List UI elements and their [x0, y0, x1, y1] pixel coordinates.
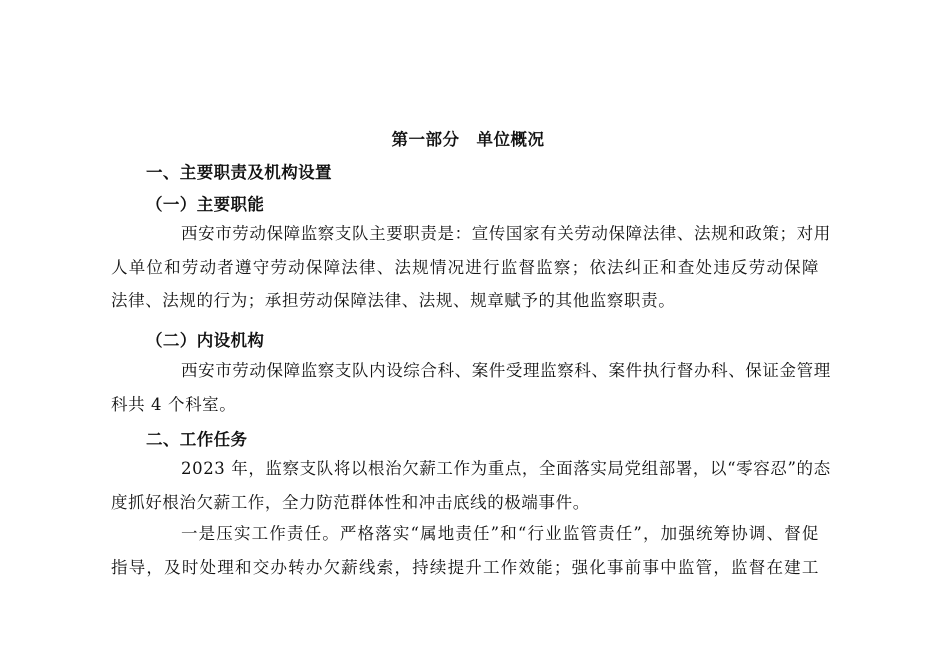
paragraph-line: 2023 年，监察支队将以根治欠薪工作为重点，全面落实局党组部署，以“零容忍”的态 — [181, 459, 831, 478]
paragraph-functions — [111, 217, 831, 318]
paragraph-line: 人单位和劳动者遵守劳动保障法律、法规情况进行监督监察；依法纠正和查处违反劳动保障 — [111, 257, 819, 277]
paragraph-line: 指导，及时处理和交办转办欠薪线索，持续提升工作效能；强化事前事中监管，监督在建工 — [111, 557, 819, 577]
paragraph-line: 度抓好根治欠薪工作，全力防范群体性和冲击底线的极端事件。 — [111, 492, 590, 512]
paragraph-task-item-1 — [111, 517, 819, 584]
paragraph-tasks-overview — [111, 452, 831, 519]
subsection-heading-internal-structure: （二）内设机构 — [146, 331, 265, 350]
paragraph-line: 西安市劳动保障监察支队内设综合科、案件受理监察科、案件执行督办科、保证金管理 — [181, 361, 831, 380]
paragraph-line: 法律、法规的行为；承担劳动保障法律、法规、规章赋予的其他监察职责。 — [111, 291, 676, 310]
page-title: 第一部分 单位概况 — [391, 130, 545, 149]
section-heading-responsibilities: 一、主要职责及机构设置 — [146, 163, 332, 182]
subsection-heading-functions: （一）主要职能 — [146, 195, 265, 214]
section-heading-tasks: 二、工作任务 — [146, 430, 248, 449]
paragraph-line: 一是压实工作责任。严格落实“属地责任”和“行业监管责任”，加强统筹协调、督促 — [181, 524, 819, 543]
paragraph-internal-structure — [111, 354, 831, 421]
paragraph-line: 西安市劳动保障监察支队主要职责是：宣传国家有关劳动保障法律、法规和政策；对用 — [181, 224, 831, 243]
paragraph-line: 科共 4 个科室。 — [111, 394, 237, 414]
